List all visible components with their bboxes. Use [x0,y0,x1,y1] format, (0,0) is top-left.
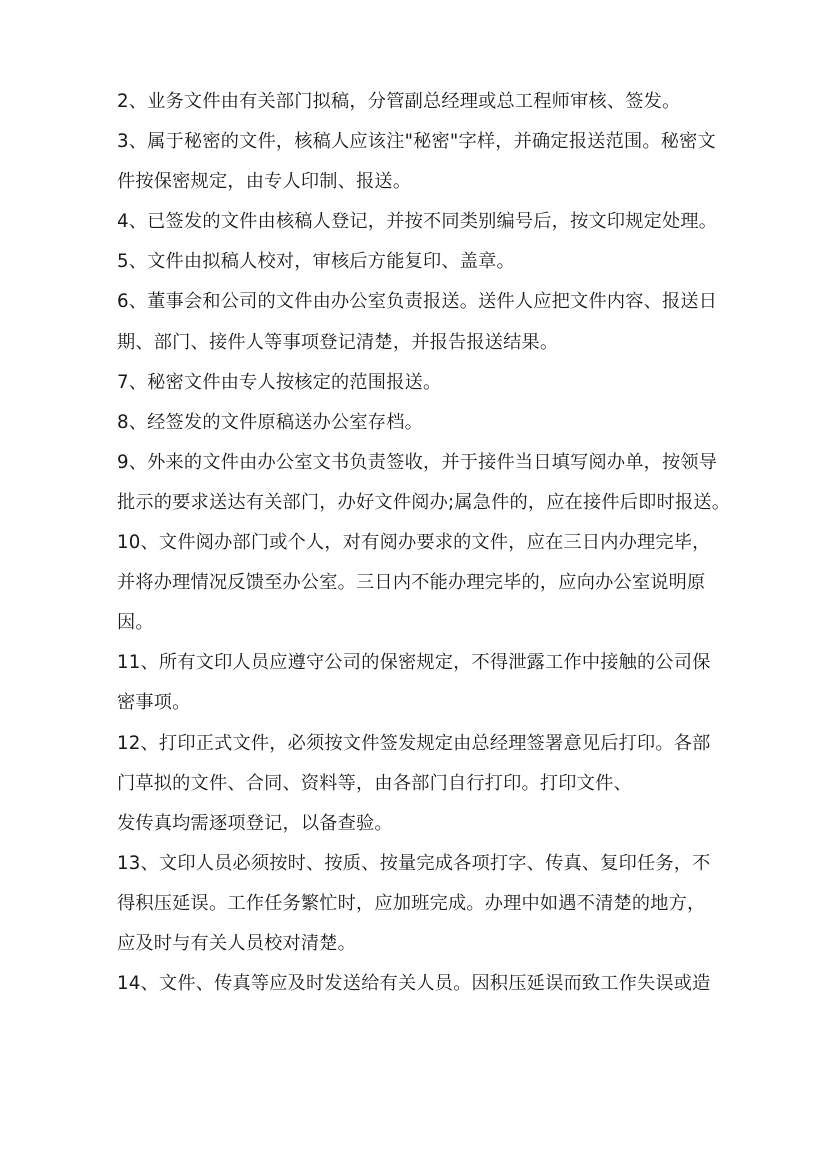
text-line: 10、文件阅办部门或个人，对有阅办要求的文件，应在三日内办理完毕， [117,532,711,554]
text-line: 6、董事会和公司的文件由办公室负责报送。送件人应把文件内容、报送日 [117,291,718,313]
text-line: 批示的要求送达有关部门，办好文件阅办;属急件的，应在接件后即时报送。 [117,491,731,513]
text-line: 发传真均需逐项登记，以备查验。 [117,812,393,834]
text-line: 13、文印人员必须按时、按质、按量完成各项打字、传真、复印任务，不 [117,852,711,874]
text-line: 因。 [117,612,154,634]
text-line: 8、经签发的文件原稿送办公室存档。 [117,411,423,433]
text-line: 5、文件由拟稿人校对，审核后方能复印、盖章。 [117,251,515,273]
text-line: 密事项。 [117,692,191,714]
text-line: 4、已签发的文件由核稿人登记，并按不同类别编号后，按文印规定处理。 [117,211,718,233]
text-line: 件按保密规定，由专人印制、报送。 [117,171,412,193]
text-line: 门草拟的文件、合同、资料等，由各部门自行打印。打印文件、 [117,772,632,794]
document-body [117,82,757,1004]
text-line: 期、部门、接件人等事项登记清楚，并报告报送结果。 [117,331,559,353]
text-line: 12、打印正式文件，必须按文件签发规定由总经理签署意见后打印。各部 [117,732,711,754]
text-line: 得积压延误。工作任务繁忙时，应加班完成。办理中如遇不清楚的地方， [117,892,706,914]
text-line: 2、业务文件由有关部门拟稿，分管副总经理或总工程师审核、签发。 [117,91,681,112]
text-line: 3、属于秘密的文件，核稿人应该注"秘密"字样，并确定报送范围。秘密文 [117,131,716,153]
text-line: 并将办理情况反馈至办公室。三日内不能办理完毕的，应向办公室说明原 [117,572,706,594]
text-line: 14、文件、传真等应及时发送给有关人员。因积压延误而致工作失误或造 [117,973,711,995]
text-line: 应及时与有关人员校对清楚。 [117,932,357,954]
text-line: 11、所有文印人员应遵守公司的保密规定，不得泄露工作中接触的公司保 [117,652,711,674]
text-line: 9、外来的文件由办公室文书负责签收，并于接件当日填写阅办单，按领导 [117,451,718,473]
text-line: 7、秘密文件由专人按核定的范围报送。 [117,371,442,393]
